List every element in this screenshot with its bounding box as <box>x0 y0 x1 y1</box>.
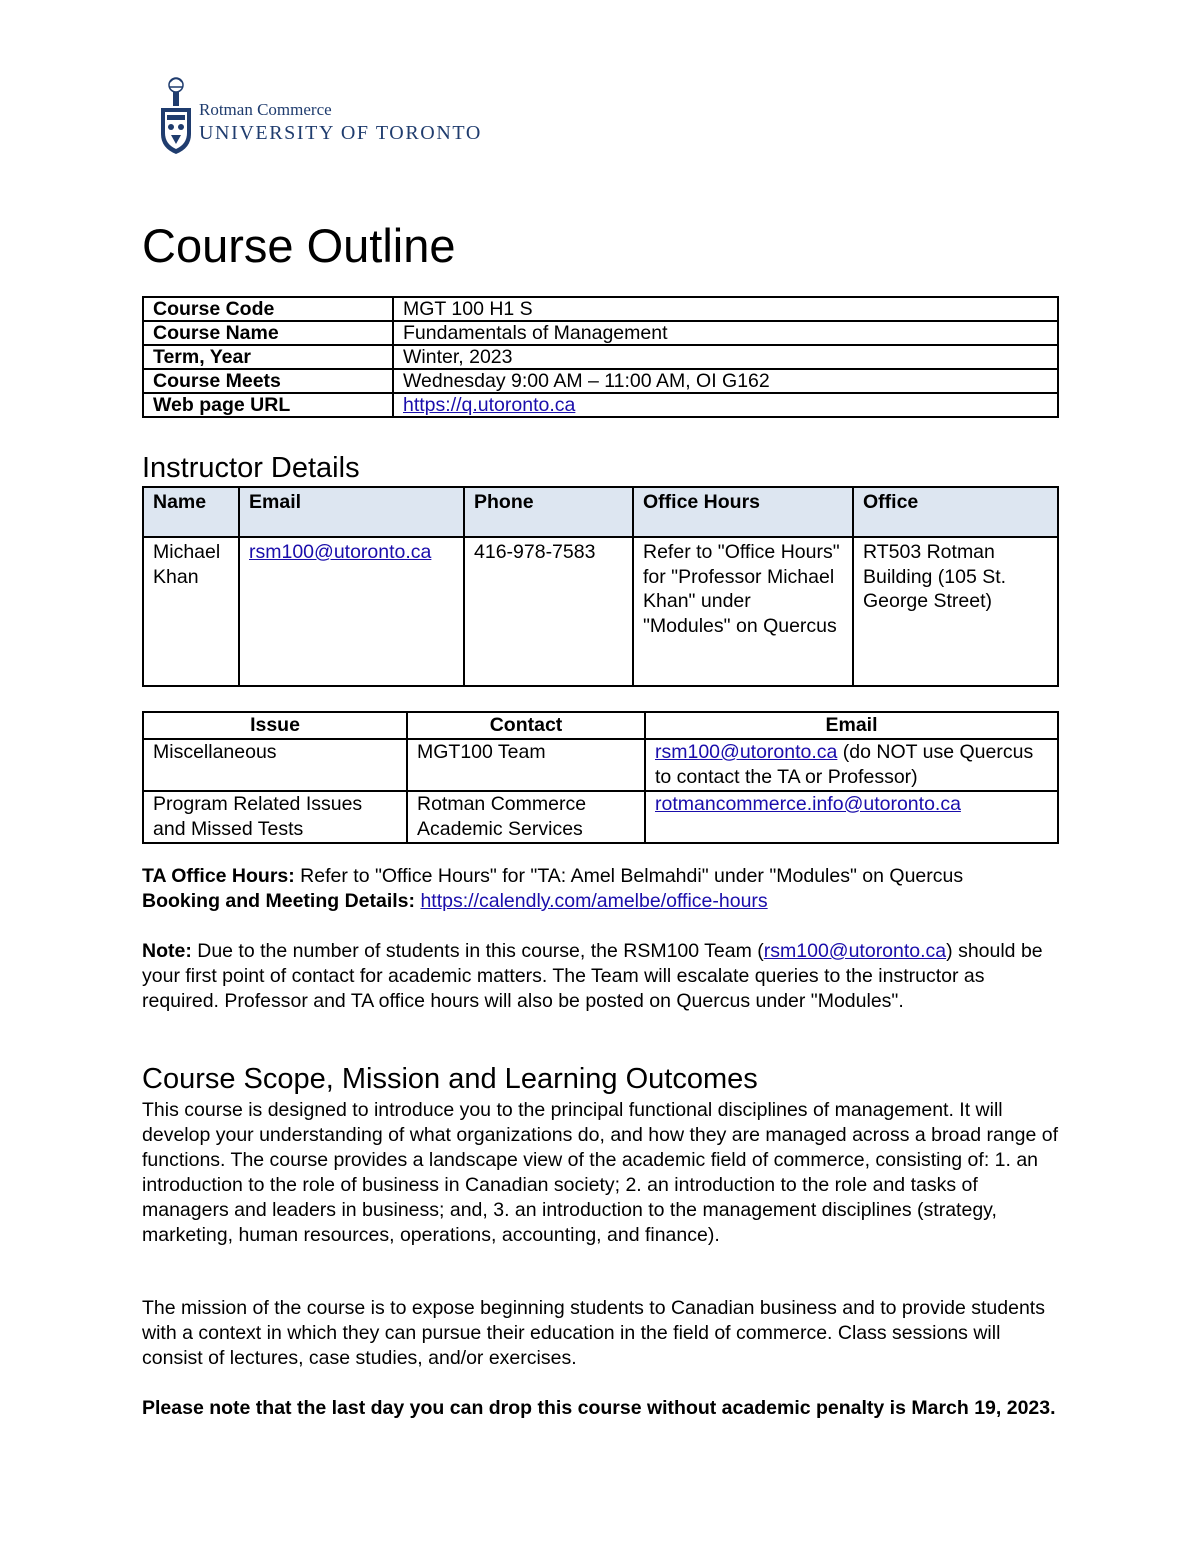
course-info-table <box>142 296 1059 418</box>
ta-label: TA Office Hours: <box>142 865 295 887</box>
issue-cell: Miscellaneous <box>143 739 407 791</box>
email-cell <box>645 791 1058 843</box>
crest-icon <box>158 76 194 156</box>
web-url-link[interactable]: https://q.utoronto.ca <box>403 394 576 416</box>
web-url-label: Web page URL <box>143 393 393 417</box>
page-title: Course Outline <box>142 219 456 272</box>
header-office: Office <box>853 487 1058 537</box>
table-row <box>143 345 1058 369</box>
instructor-table <box>142 486 1059 687</box>
course-name-label: Course Name <box>143 321 393 345</box>
issue-cell: Program Related Issues and Missed Tests <box>143 791 407 843</box>
table-row <box>143 369 1058 393</box>
table-row <box>143 297 1058 321</box>
table-row <box>143 393 1058 417</box>
instructor-office-hours: Refer to "Office Hours" for "Professor Michael Khan" under "Modules" on Quercus <box>633 537 853 686</box>
term-year-value: Winter, 2023 <box>393 345 1058 369</box>
table-row <box>143 791 1058 843</box>
instructor-office: RT503 Rotman Building (105 St. George Street) <box>853 537 1058 686</box>
instructor-email-link[interactable]: rsm100@utoronto.ca <box>249 541 432 563</box>
table-row <box>143 537 1058 686</box>
email-link[interactable]: rotmancommerce.info@utoronto.ca <box>655 793 961 815</box>
contact-cell: MGT100 Team <box>407 739 645 791</box>
drop-deadline-note: Please note that the last day you can drop this course without academic penalty is March 19, 2023. <box>142 1397 1056 1419</box>
ta-text: Refer to "Office Hours" for "TA: Amel Belmahdi" under "Modules" on Quercus <box>294 865 964 887</box>
course-code-label: Course Code <box>143 297 393 321</box>
header-office-hours: Office Hours <box>633 487 853 537</box>
instructor-email-cell <box>239 537 464 686</box>
course-meets-value: Wednesday 9:00 AM – 11:00 AM, OI G162 <box>393 369 1058 393</box>
header-email: Email <box>645 712 1058 739</box>
instructor-heading: Instructor Details <box>142 452 360 484</box>
header-issue: Issue <box>143 712 407 739</box>
note-text-2: ) should be your first point of contact for academic matters. The Team will escalate queries to the instructor as required. Professor and TA office hours will also be posted on Quercus under "Modules". <box>142 940 1043 1012</box>
note-paragraph <box>142 939 1062 1014</box>
table-header-row <box>143 712 1058 739</box>
email-link[interactable]: rsm100@utoronto.ca <box>655 741 838 763</box>
note-email-link[interactable]: rsm100@utoronto.ca <box>763 940 947 962</box>
email-cell <box>645 739 1058 791</box>
table-header-row <box>143 487 1058 537</box>
issues-table <box>142 711 1059 844</box>
email-note: (do NOT use Quercus to contact the TA or Professor) <box>655 741 1034 788</box>
booking-link[interactable]: https://calendly.com/amelbe/office-hours <box>420 890 768 912</box>
course-code-value: MGT 100 H1 S <box>393 297 1058 321</box>
note-label: Note: <box>142 940 192 962</box>
course-name-value: Fundamentals of Management <box>393 321 1058 345</box>
table-row <box>143 739 1058 791</box>
scope-paragraph-2: The mission of the course is to expose beginning students to Canadian business and to provide students with a context in which they can pursue their education in the field of commerce. Class sessions will consist of lectures, case studies, and/or exercises. <box>142 1297 1045 1369</box>
web-url-cell <box>393 393 1058 417</box>
university-logo <box>158 76 503 156</box>
header-phone: Phone <box>464 487 633 537</box>
course-meets-label: Course Meets <box>143 369 393 393</box>
term-year-label: Term, Year <box>143 345 393 369</box>
note-text-1: Due to the number of students in this course, the RSM100 Team ( <box>191 940 764 962</box>
contact-cell: Rotman Commerce Academic Services <box>407 791 645 843</box>
logo-line-1: Rotman Commerce <box>199 100 332 119</box>
scope-paragraph-1: This course is designed to introduce you to the principal functional disciplines of management. It will develop your understanding of what organizations do, and how they are managed across a broad range of functions. The course provides a landscape view of the academic field of commerce, consisting of: 1. an introduction to the role of business in Canadian society; 2. an introduction to the role and tasks of managers and leaders in business; and, 3. an introduction to the management disciplines (strategy, marketing, human resources, operations, accounting, and finance). <box>142 1099 1059 1246</box>
header-contact: Contact <box>407 712 645 739</box>
booking-label: Booking and Meeting Details: <box>142 890 416 912</box>
instructor-name: Michael Khan <box>143 537 239 686</box>
scope-heading: Course Scope, Mission and Learning Outcomes <box>142 1063 758 1095</box>
table-row <box>143 321 1058 345</box>
instructor-phone: 416-978-7583 <box>464 537 633 686</box>
ta-office-hours <box>142 864 1062 914</box>
header-email: Email <box>239 487 464 537</box>
logo-line-2: UNIVERSITY OF TORONTO <box>199 122 482 144</box>
header-name: Name <box>143 487 239 537</box>
